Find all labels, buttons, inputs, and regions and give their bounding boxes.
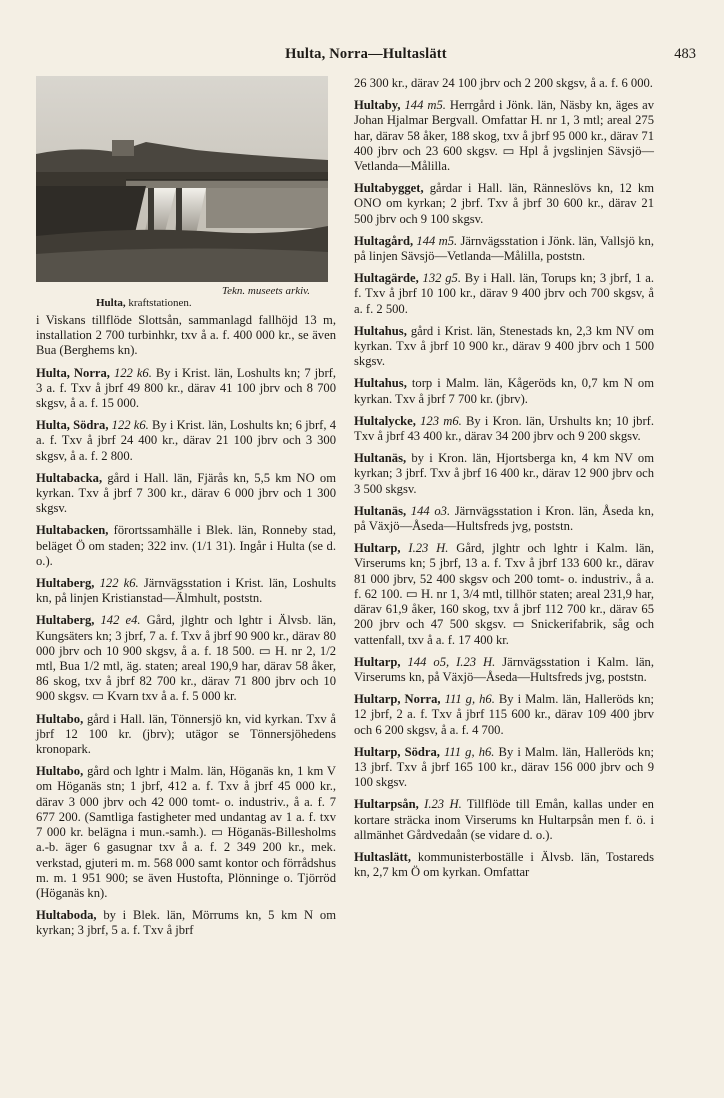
entry-map-reference: 144 o3. — [406, 503, 451, 518]
entry-headword: Hulta, Norra, — [36, 365, 110, 380]
entry-map-reference: I.23 H. — [418, 797, 462, 812]
entry-map-reference: 122 k6. — [94, 576, 139, 591]
entry-text: förortssamhälle i Blek. län, Ronneby stad, beläget Ö om staden; 322 inv. (1/1 31). Ingår i Hulta (se d. o.). — [36, 523, 336, 568]
gazetteer-entry — [354, 797, 654, 843]
entry-headword: Hultagård, — [354, 233, 414, 248]
entry-text: by i Blek. län, Mörrums kn, 5 km N om kyrkan; 3 jbrf, 5 a. f. Txv å jbrf — [36, 908, 336, 938]
gazetteer-entry — [36, 576, 336, 606]
caption-text — [96, 297, 192, 309]
entry-text: By i Krist. län, Loshults kn; 7 jbrf, 3 a. f. Txv å jbrf 49 800 kr., därav 41 100 jbrv och 8 700 skgsv, å a. f. 15 000. — [36, 365, 336, 411]
entry-text: By i Krist. län, Loshults kn; 6 jbrf, 4 a. f. Txv å jbrf 24 400 kr., därav 21 100 jbrv och 3 300 skgsv, å a. f. 2 800. — [36, 418, 336, 463]
continuation-text: 26 300 kr., därav 24 100 jbrv och 2 200 skgsv, å a. f. 6 000. — [354, 76, 653, 90]
entry-map-reference: 122 k6. — [108, 418, 149, 433]
entry-text: Järnvägsstation i Jönk. län, Vallsjö kn, på linjen Sävsjö—Vetlanda—Målilla, poststn. — [354, 233, 654, 264]
entry-headword: Hultahus, — [354, 323, 407, 338]
entry-map-reference: 144 o5, I.23 H. — [400, 654, 496, 669]
entry-headword: Hultahus, — [354, 376, 407, 391]
entry-text: Herrgård i Jönk. län, Näsby kn, äges av Johan Hjalmar Bergvall. Omfattar H. nr 1, 3 mtl; areal 275 har, därav 58 åker, 188 skog, txv å jbrf 95 000 kr., därav 71 400 jbrv och 23 600 skgsv. ▭ Hpl å jvgslinjen Sävsjö—Vetlanda—Målilla. — [354, 98, 654, 174]
entry-headword: Hultarp, Södra, — [354, 744, 440, 759]
gazetteer-entry — [36, 613, 336, 704]
gazetteer-entry — [354, 504, 654, 534]
entry-text: By i Kron. län, Urshults kn; 10 jbrf. Txv å jbrf 43 400 kr., därav 34 200 jbrv och 9 200 skgsv. — [354, 413, 654, 444]
entry-map-reference: 111 g, h6. — [440, 692, 495, 707]
entry-text: Gård, jlghtr och lghtr i Älvsb. län, Kungsäters kn; 3 jbrf, 7 a. f. Txv å jbrf 90 900 kr., därav 80 000 jbrv och 10 900 skgsv, å a. f. 18 500. ▭ H. nr 2, 1/2 mtl, Bua 1/2 mtl, äg. staten; areal 190,9 har, därav 58 åker, 86 skog, txv å jbrf 82 700 kr., därav 71 800 jbrv och 10 900 skgsv. ▭ Kvarn txv å a. f. 5 000 kr. — [36, 613, 336, 704]
entry-headword: Hulta, Södra, — [36, 418, 109, 433]
gazetteer-entry — [354, 414, 654, 444]
entry-headword: Hultarp, — [354, 541, 401, 556]
gazetteer-entry — [354, 271, 654, 317]
power-station-photo — [36, 76, 328, 282]
entry-map-reference: 111 g, h6. — [439, 744, 495, 759]
entry-text: gård och lghtr i Malm. län, Höganäs kn, 1 km V om Höganäs stn; 1 jbrf, 412 a. f. Txv å jbrf 45 000 kr., därav 3 000 jbrv och 42 000 tomt- o. industriv., å a. f. 7 677 200. (Samtliga fastigheter med undantag av 1 a. f. txv 7 000 kr. belägna i mun.-samh.). ▭ Höganäs-Billesholms a.-b. äger 6 gasugnar txv å a. f. 2 349 200 kr., mek. verkstad, gjuteri m. m. 568 000 samt kontor och förrådshus m. m. 1 951 900; se även Hustofta, Plönninge o. Tjörröd (Höganäs kn). — [36, 764, 336, 900]
gazetteer-entry — [36, 712, 336, 758]
entry-headword: Hultabacken, — [36, 523, 109, 538]
entry-text: Gård, jlghtr och lghtr i Kalm. län, Virserums kn; 5 jbrf, 13 a. f. Txv å jbrf 133 600 kr., därav 81 000 jbrv, 52 400 skgsv och 200 tomt- o. industriv., å a. f. 62 100. ▭ H. nr 1, 3/4 mtl, tillhör staten; areal 231,9 har, därav 61,9 åker, 160 skog, txv å jbrf 112 700 kr., därav 65 200 jbrv och 47 500 skgsv. ▭ Snickerifabrik, såg och vattenfall, txv å a. f. 17 400 kr. — [354, 541, 654, 647]
entry-text: gård i Krist. län, Stenestads kn, 2,3 km NV om kyrkan. Txv å jbrf 10 900 kr., därav 9 400 jbrv och 1 500 skgsv. — [354, 323, 654, 369]
entry-text: by i Kron. län, Hjortsberga kn, 4 km NV om kyrkan; 3 jbrf. Txv å jbrf 16 400 kr., därav 12 900 jbrv och 3 500 skgsv. — [354, 451, 654, 496]
gazetteer-entry — [354, 655, 654, 685]
gazetteer-entry — [354, 234, 654, 264]
gazetteer-entry — [36, 523, 336, 569]
entry-text: torp i Malm. län, Kågeröds kn, 0,7 km N om kyrkan. Txv å jbrf 7 700 kr. (jbrv). — [354, 376, 654, 406]
entry-text: Järnvägsstation i Kalm. län, Virserums kn, på Växjö—Åseda—Hultsfreds jvg, poststn. — [354, 654, 655, 684]
entry-headword: Hultabacka, — [36, 470, 103, 485]
entry-map-reference: 144 m5. — [413, 233, 458, 248]
entry-text: By i Malm. län, Halleröds kn; 12 jbrf, 2 a. f. Txv å jbrf 115 600 kr., därav 109 400 jbrv och 6 200 skgsv, å a. f. 4 700. — [354, 692, 655, 737]
gazetteer-entry — [36, 418, 336, 464]
gazetteer-entry — [354, 376, 654, 406]
entry-headword: Hultarpsån, — [354, 797, 419, 812]
entry-map-reference: 132 g5. — [418, 271, 461, 286]
entry-headword: Hultaby, — [354, 98, 401, 113]
gazetteer-entry — [36, 366, 336, 412]
gazetteer-entry — [354, 324, 654, 370]
entry-headword: Hultarp, — [354, 654, 401, 669]
entry-headword: Hultalycke, — [354, 413, 416, 428]
gazetteer-entry — [354, 850, 654, 880]
entry-headword: Hultanäs, — [354, 503, 407, 518]
photo-credit: Tekn. museets arkiv. — [222, 285, 310, 297]
entry-text: By i Malm. län, Halleröds kn; 13 jbrf. Txv å jbrf 165 100 kr., därav 156 000 jbrv och 9 100 skgsv. — [354, 744, 655, 790]
gazetteer-entry — [354, 541, 654, 647]
entry-text: Järnvägsstation i Krist. län, Loshults kn, på linjen Kristianstad—Älmhult, poststn. — [36, 576, 336, 606]
entry-text: Järnvägsstation i Kron. län, Åseda kn, på Växjö—Åseda—Hultsfreds jvg, poststn. — [354, 503, 654, 534]
gazetteer-entry — [36, 764, 336, 901]
entry-map-reference: 122 k6. — [109, 365, 152, 380]
entry-text: Tillflöde till Emån, kallas under en kortare sträcka inom Virserums kn Hultarpsån men f. ö. i allmänhet Gårdvedaån (se vidare d. o.). — [354, 797, 654, 842]
right-column — [354, 76, 654, 887]
entry-headword: Hultanäs, — [354, 451, 407, 466]
entry-map-reference: 144 m5. — [400, 98, 446, 113]
power-station-photo-drawing — [36, 76, 328, 282]
entry-text: gårdar i Hall. län, Ränneslövs kn, 12 km ONO om kyrkan; 2 jbrf. Txv å jbrf 30 600 kr., därav 21 500 jbrv och 9 100 skgsv. — [354, 181, 654, 226]
entry-headword: Hultabygget, — [354, 181, 424, 196]
entry-map-reference: I.23 H. — [400, 541, 449, 556]
entry-headword: Hultaslätt, — [354, 849, 412, 864]
entry-map-reference: 142 e4. — [94, 613, 141, 628]
entry-text: kommunisterboställe i Älvsb. län, Tostareds kn, 2,7 km Ö om kyrkan. Omfattar — [354, 849, 654, 880]
left-column — [36, 76, 336, 946]
gazetteer-entry — [354, 98, 654, 174]
gazetteer-entry — [354, 745, 654, 791]
entry-headword: Hultarp, Norra, — [354, 692, 441, 707]
entry-headword: Hultaboda, — [36, 908, 97, 923]
caption-headword: Hulta, — [96, 297, 126, 309]
entry-headword: Hultagärde, — [354, 271, 419, 286]
gazetteer-entry — [36, 471, 336, 517]
gazetteer-entry — [354, 692, 654, 738]
entry-text: gård i Hall. län, Tönnersjö kn, vid kyrkan. Txv å jbrf 12 100 kr. (jbrv); utägor se Tönnersjöhedens kronopark. — [36, 711, 336, 757]
photo-caption — [36, 285, 336, 313]
entry-map-reference: 123 m6. — [415, 413, 462, 428]
entry-headword: Hultabo, — [36, 764, 84, 779]
page-header — [36, 46, 696, 68]
entry-headword: Hultabo, — [36, 711, 84, 726]
gazetteer-entry — [354, 451, 654, 497]
caption-rest: kraftstationen. — [125, 297, 192, 309]
gazetteer-entry — [36, 908, 336, 938]
running-head: Hulta, Norra—Hultaslätt — [285, 46, 447, 62]
entry-headword: Hultaberg, — [36, 613, 95, 628]
gazetteer-entry — [354, 181, 654, 227]
entry-text: By i Hall. län, Torups kn; 3 jbrf, 1 a. f. Txv å jbrf 10 100 kr., därav 9 400 jbrv och 700 skgsv, å a. f. 2 500. — [354, 271, 654, 316]
continuation-text: i Viskans tillflöde Slottsån, sammanlagd fallhöjd 13 m, installation 2 700 turbinhkr, txv å a. f. 400 000 kr., se även Bua (Berghems kn). — [36, 313, 336, 358]
entry-headword: Hultaberg, — [36, 576, 95, 591]
entry-text: gård i Hall. län, Fjärås kn, 5,5 km NO om kyrkan. Txv å jbrf 7 300 kr., därav 6 000 jbrv och 1 300 skgsv. — [36, 470, 336, 516]
page-number: 483 — [674, 46, 696, 62]
